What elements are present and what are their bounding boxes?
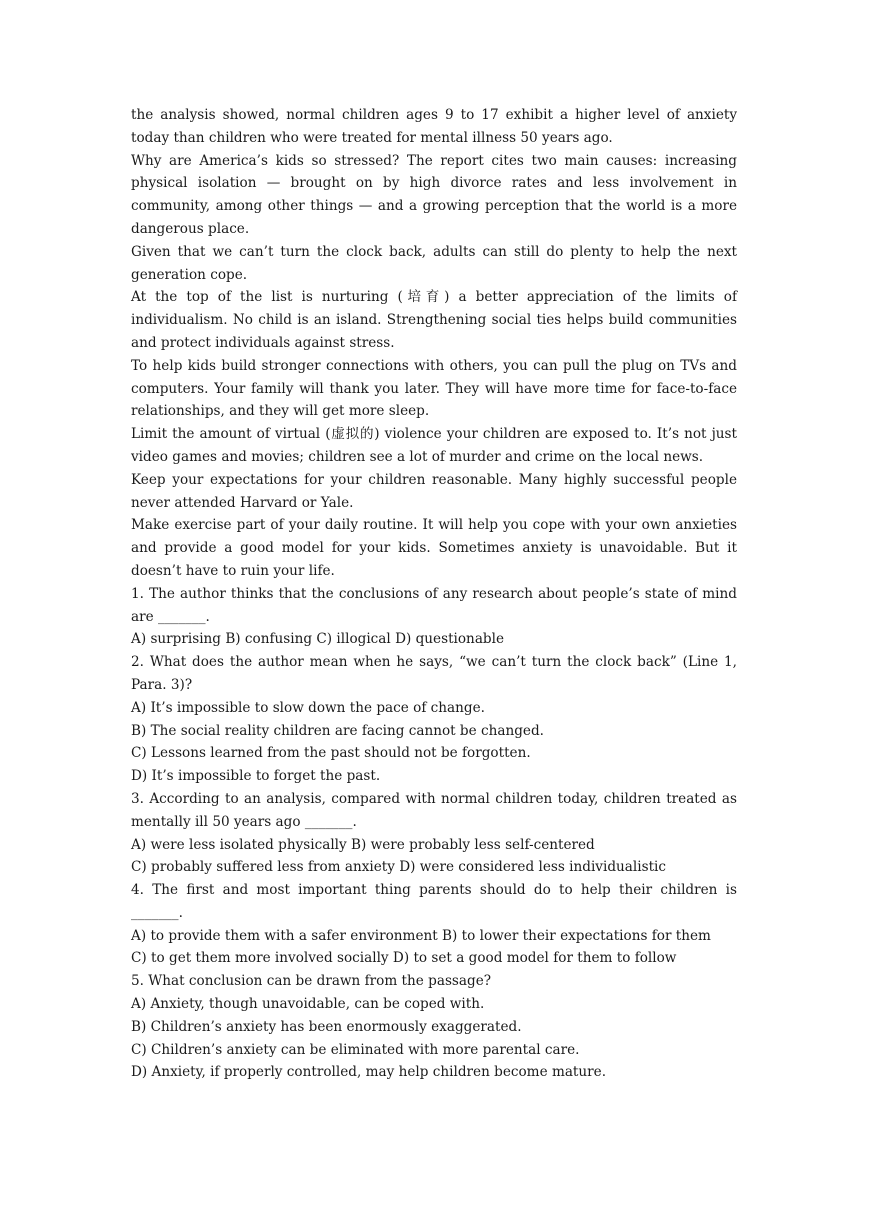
answer-options: A) surprising B) confusing C) illogical D) questionable <box>131 631 505 648</box>
document-page <box>131 104 737 1084</box>
question-2 <box>131 651 737 788</box>
question-stem: 2. What does the author mean when he says, “we can’t turn the clock back” (Line 1, Para. 3)? <box>131 654 737 693</box>
question-5 <box>131 970 737 1084</box>
answer-option: A) It’s impossible to slow down the pace of change. <box>131 699 485 716</box>
passage-paragraph: To help kids build stronger connections with others, you can pull the plug on TVs and computers. Your family will thank you later. They will have more time for face-to-face relationships, and they will get more sleep. <box>131 357 737 420</box>
question-1 <box>131 583 737 651</box>
question-stem: 3. According to an analysis, compared with normal children today, children treated as mentally ill 50 years ago _______. <box>131 790 737 830</box>
question-4 <box>131 879 737 970</box>
passage-paragraph: Make exercise part of your daily routine. It will help you cope with your own anxieties and provide a good model for your kids. Sometimes anxiety is unavoidable. But it doesn’t have to ruin your life. <box>131 517 737 579</box>
question-stem: 4. The first and most important thing parents should do to help their children is _______. <box>131 882 737 921</box>
answer-options: A) were less isolated physically B) were probably less self-centered <box>131 836 595 853</box>
question-3 <box>131 788 737 879</box>
reading-passage <box>131 104 737 583</box>
answer-options: C) to get them more involved socially D) to set a good model for them to follow <box>131 950 677 967</box>
answer-options: C) probably suffered less from anxiety D) were considered less individualistic <box>131 859 666 876</box>
passage-paragraph: At the top of the list is nurturing (培育) a better appreciation of the limits of individualism. No child is an island. Strengthening social ties helps build communities and protect individuals against stress. <box>131 289 737 351</box>
answer-options: A) to provide them with a safer environment B) to lower their expectations for them <box>131 927 711 944</box>
answer-option: A) Anxiety, though unavoidable, can be coped with. <box>131 996 485 1013</box>
answer-option: C) Lessons learned from the past should not be forgotten. <box>131 745 531 762</box>
question-stem: 5. What conclusion can be drawn from the passage? <box>131 973 492 990</box>
passage-paragraph: Why are America’s kids so stressed? The report cites two main causes: increasing physical isolation — brought on by high divorce rates and less involvement in community, among other things — and a growing perception that the world is a more dangerous place. <box>131 152 737 237</box>
passage-paragraph: Limit the amount of virtual (虚拟的) violence your children are exposed to. It’s not just video games and movies; children see a lot of murder and crime on the local news. <box>131 426 737 465</box>
question-stem: 1. The author thinks that the conclusions of any research about people’s state of mind are _______. <box>131 585 737 625</box>
answer-option: B) The social reality children are facing cannot be changed. <box>131 722 544 739</box>
answer-option: D) Anxiety, if properly controlled, may help children become mature. <box>131 1064 607 1081</box>
questions-section <box>131 583 737 1085</box>
passage-paragraph: the analysis showed, normal children ages 9 to 17 exhibit a higher level of anxiety today than children who were treated for mental illness 50 years ago. <box>131 107 737 146</box>
answer-option: C) Children’s anxiety can be eliminated with more parental care. <box>131 1041 580 1058</box>
answer-option: B) Children’s anxiety has been enormously exaggerated. <box>131 1018 522 1035</box>
passage-paragraph: Given that we can’t turn the clock back, adults can still do plenty to help the next generation cope. <box>131 243 737 283</box>
passage-paragraph: Keep your expectations for your children reasonable. Many highly successful people never attended Harvard or Yale. <box>131 471 737 511</box>
answer-option: D) It’s impossible to forget the past. <box>131 768 381 785</box>
